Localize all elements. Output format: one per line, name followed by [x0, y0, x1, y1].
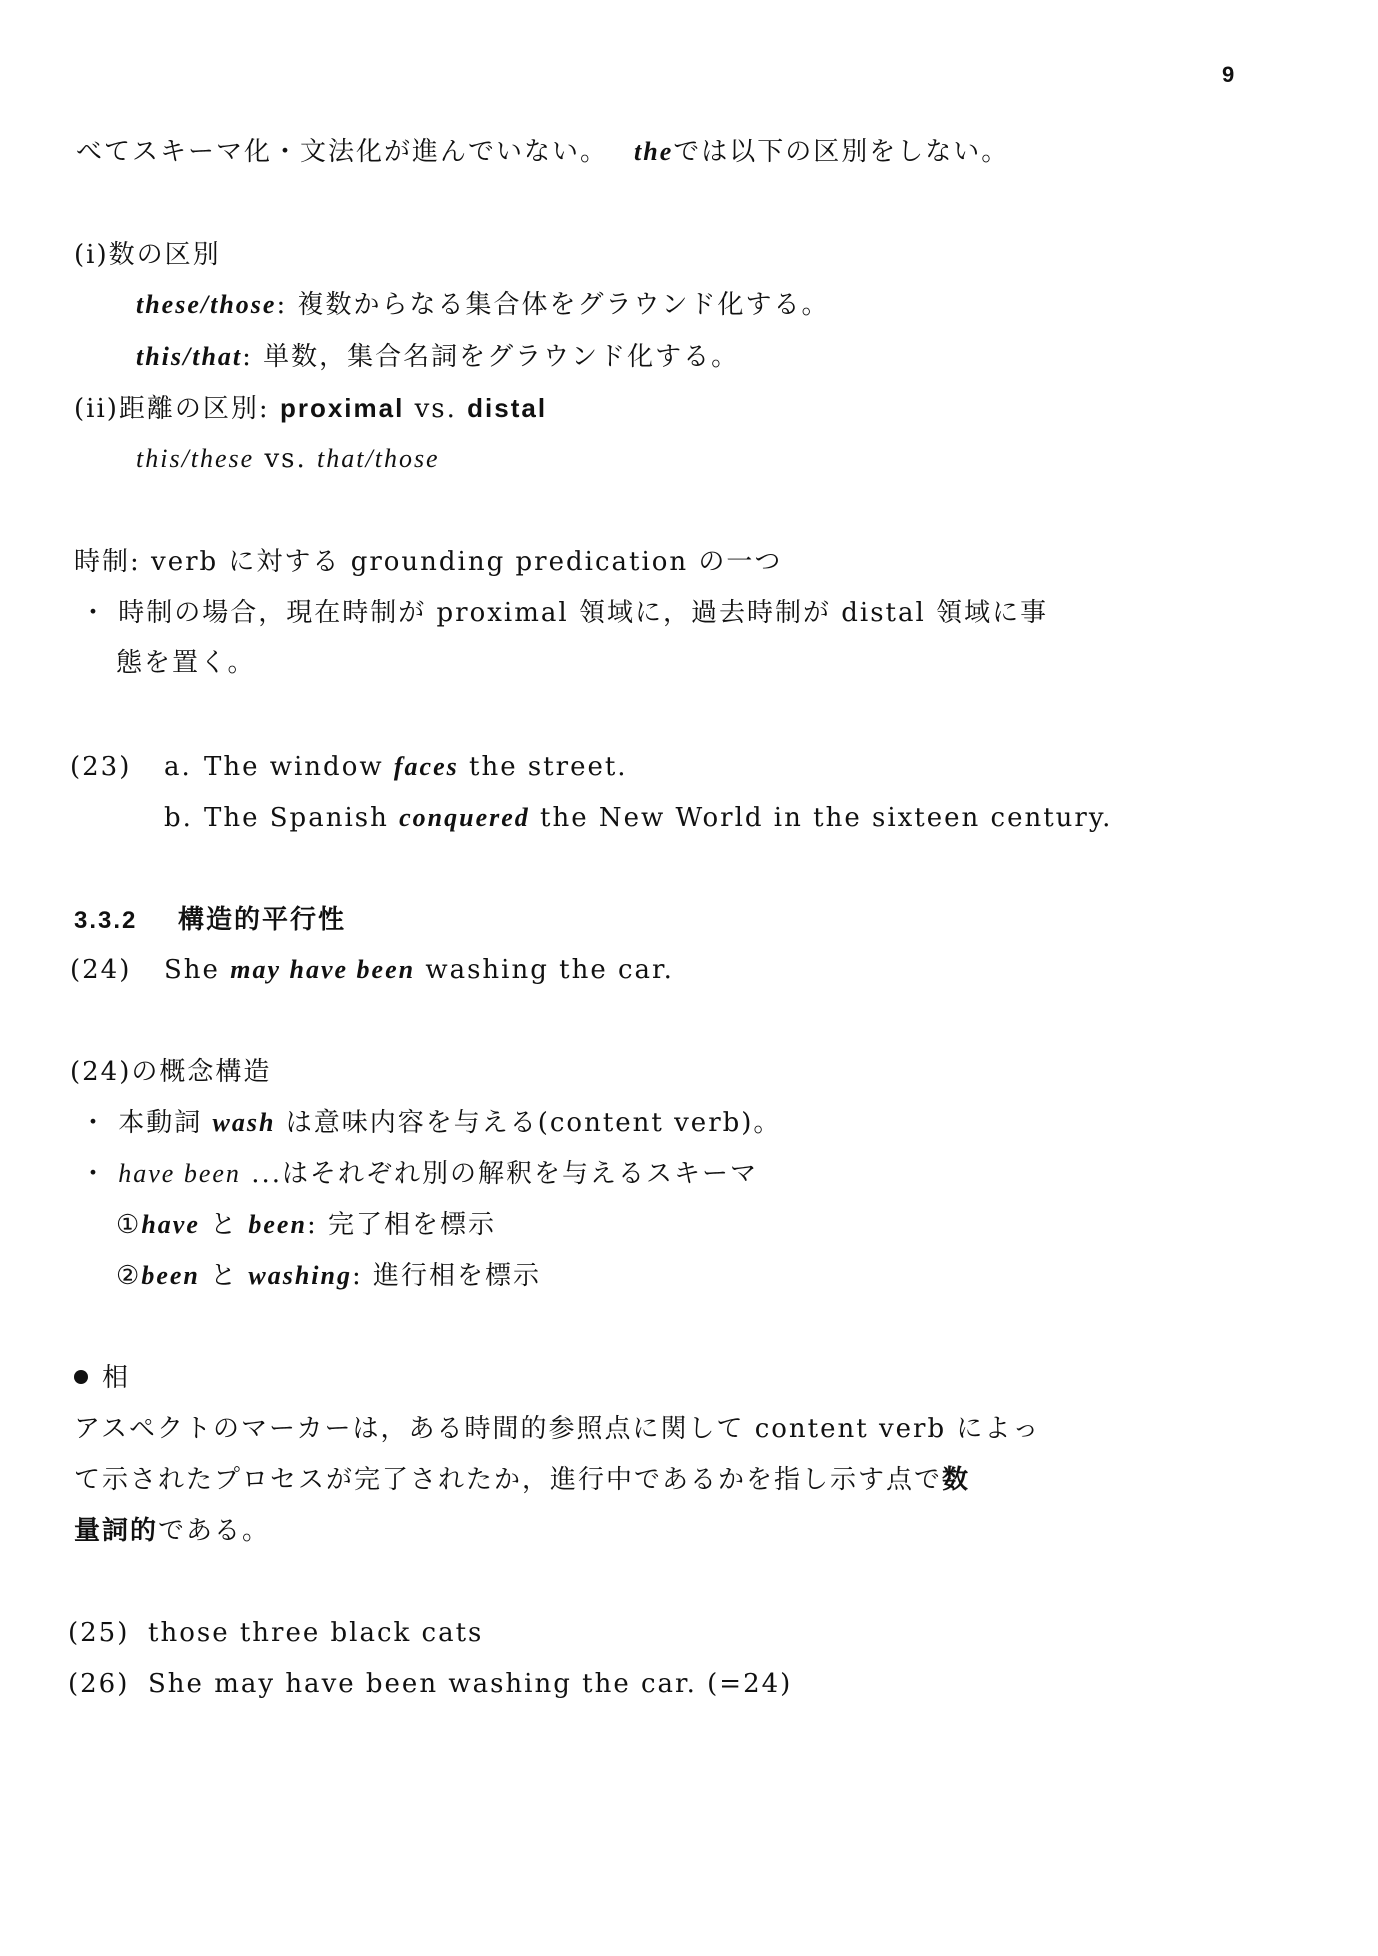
example-24-aux: may have been	[230, 955, 416, 984]
conceptual-bullet1-post: は意味内容を与える(content verb)。	[275, 1108, 782, 1138]
conceptual-bullet2-post: ...はそれぞれ別の解釈を与えるスキーマ	[240, 1159, 758, 1189]
example-26	[68, 1667, 792, 1701]
aspect-line2	[74, 1463, 970, 1497]
this-that-line	[136, 340, 739, 374]
conceptual-item2	[116, 1259, 541, 1293]
page-number: 9	[1222, 62, 1235, 87]
aspect-line2-pre: て示されたプロセスが完了されたか，進行中であるかを指し示す点で	[74, 1465, 943, 1495]
distance-distinction-heading	[74, 391, 547, 426]
top-line	[76, 135, 1009, 169]
conceptual-bullet2-pre: ・	[80, 1159, 119, 1189]
example-24-post: washing the car.	[415, 955, 674, 985]
section-title: 構造的平行性	[178, 905, 347, 935]
conceptual-heading: (24)の概念構造	[70, 1057, 272, 1087]
top-line-part2: では以下の区別をしない。	[673, 137, 1010, 167]
top-line-part1: べてスキーマ化・文法化が進んでいない。	[76, 137, 609, 167]
distance-vs: vs.	[404, 394, 468, 424]
example-23b-pre: The Spanish	[204, 803, 400, 833]
distance-heading-label: (ii)距離の区別:	[74, 394, 280, 424]
example-23b-verb: conquered	[399, 803, 530, 832]
these-those-term: these/those	[136, 290, 277, 319]
example-23b-post: the New World in the sixteen century.	[529, 803, 1113, 833]
example-23a	[70, 750, 628, 784]
aspect-heading-line	[74, 1361, 130, 1395]
distal-term: distal	[467, 393, 548, 423]
example-23-number: (23)	[70, 752, 132, 782]
example-25-text: those three black cats	[148, 1618, 484, 1648]
aspect-heading: 相	[102, 1363, 131, 1393]
aspect-line3	[74, 1514, 270, 1548]
proximal-term: proximal	[279, 393, 405, 423]
conceptual-item1	[116, 1208, 496, 1242]
conceptual-bullet1-wash: wash	[212, 1108, 276, 1137]
conceptual-item1-been: been	[248, 1210, 307, 1239]
tense-bullet-line2: 態を置く。	[116, 648, 256, 678]
aspect-line3-post: である。	[158, 1516, 271, 1546]
distance-example-b: that/those	[317, 444, 440, 473]
these-those-desc: : 複数からなる集合体をグラウンド化する。	[276, 290, 830, 320]
example-23a-verb: faces	[393, 752, 459, 781]
distance-example-vs: vs.	[254, 444, 318, 474]
this-that-term: this/that	[136, 342, 243, 371]
example-26-number: (26)	[68, 1669, 130, 1699]
number-distinction-heading: (i)数の区別	[74, 240, 221, 270]
aspect-line2-bold: 数	[942, 1465, 971, 1495]
distance-example-line	[136, 442, 440, 476]
example-23a-pre: The window	[204, 752, 394, 782]
conceptual-bullet2-have-been: have been	[118, 1159, 241, 1188]
conceptual-bullet1-pre: ・ 本動詞	[80, 1108, 213, 1138]
conceptual-bullet1	[80, 1106, 781, 1140]
conceptual-bullet2	[80, 1157, 758, 1191]
conceptual-item1-mark: ①	[116, 1210, 142, 1240]
conceptual-item2-to: と	[199, 1261, 249, 1291]
section-heading	[74, 903, 346, 938]
aspect-line1: アスペクトのマーカーは，ある時間的参照点に関して content verb によっ	[74, 1414, 1041, 1444]
example-23a-post: the street.	[458, 752, 628, 782]
aspect-line3-bold: 量詞的	[74, 1516, 159, 1546]
tense-bullet-line1: ・ 時制の場合，現在時制が proximal 領域に，過去時制が distal 領域に事	[80, 598, 1049, 628]
example-25-number: (25)	[68, 1618, 130, 1648]
these-those-line	[136, 288, 829, 322]
conceptual-item2-been: been	[141, 1261, 200, 1290]
example-24-pre: She	[164, 955, 231, 985]
distance-example-a: this/these	[136, 444, 255, 473]
example-26-text: She may have been washing the car. (=24)	[148, 1669, 793, 1699]
conceptual-item1-desc: : 完了相を標示	[306, 1210, 496, 1240]
conceptual-item1-have: have	[141, 1210, 200, 1239]
example-23a-label: a.	[164, 752, 192, 782]
example-24-number: (24)	[70, 955, 132, 985]
example-23b	[164, 801, 1112, 835]
conceptual-item2-mark: ②	[116, 1261, 142, 1291]
conceptual-item1-to: と	[199, 1210, 249, 1240]
example-24	[70, 953, 674, 987]
tense-label: 時制: verb に対する grounding predication の一つ	[74, 547, 783, 577]
this-that-desc: : 単数，集合名詞をグラウンド化する。	[242, 342, 740, 372]
conceptual-item2-desc: : 進行相を標示	[352, 1261, 542, 1291]
section-number: 3.3.2	[74, 907, 138, 934]
top-line-the: the	[634, 137, 674, 166]
conceptual-item2-washing: washing	[248, 1261, 352, 1290]
bullet-dot-icon	[74, 1370, 88, 1384]
example-25	[68, 1616, 483, 1650]
example-23b-label: b.	[164, 803, 193, 833]
